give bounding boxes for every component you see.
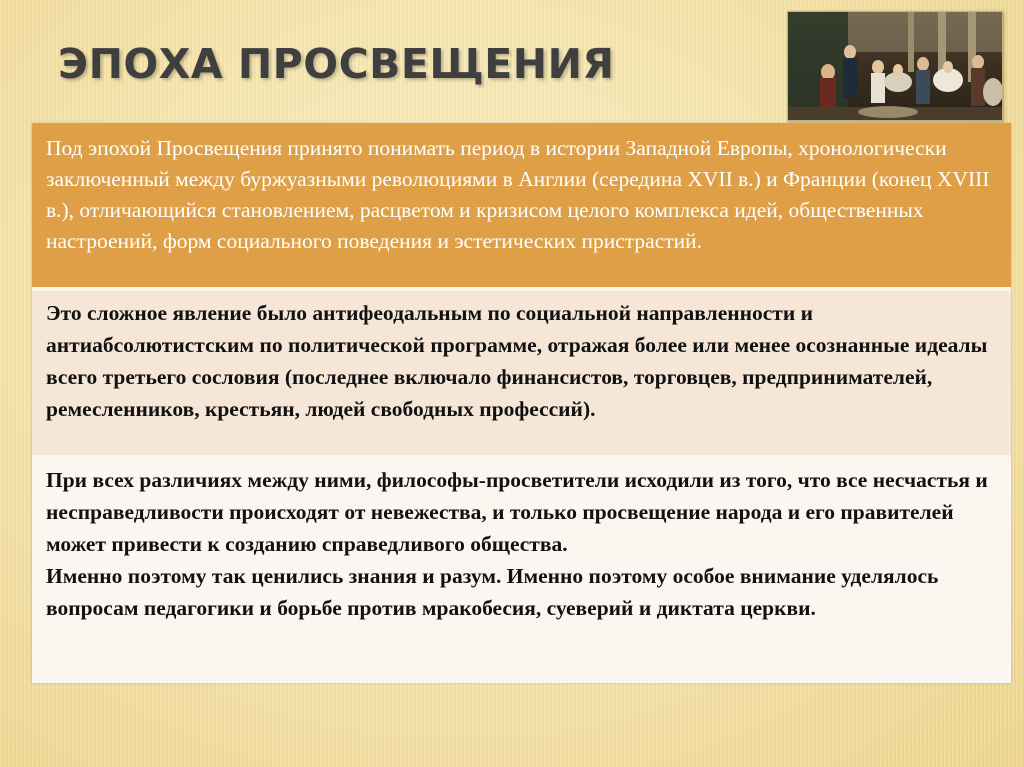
philosophers-row: [32, 459, 1011, 683]
definition-row: [32, 123, 1011, 287]
definition-text: Под эпохой Просвещения принято понимать период в истории Западной Европы, хронологически заключенный между буржуазными революциями в Англии (середина XVII в.) и Франции (конец XVIII в.), отличающийся становлением, расцветом и кризисом целого комплекса идей, общественных настроений, форм социального поведения и эстетических пристрастий.: [46, 136, 990, 253]
nature-text: Это сложное явление было антифеодальным по социальной направленности и антиабсолютистским по политической программе, отражая более или менее осознанные идеалы всего третьего сословия (последнее включало финансистов, торговцев, предпринимателей, ремесленников, крестьян, людей свободных профессий).: [46, 301, 988, 421]
nature-row: [32, 291, 1011, 455]
knowledge-text: Именно поэтому так ценились знания и разум. Именно поэтому особое внимание уделялось вопросам педагогики и борьбе против мракобесия, суеверий и диктата церкви.: [46, 564, 939, 620]
painting-image: [787, 11, 1003, 121]
philosophers-text: При всех различиях между ними, философы-просветители исходили из того, что все несчастья и несправедливости происходят от невежества, и только просвещение народа и его правителей может привести к созданию справедливого общества.: [46, 468, 988, 556]
slide-title: ЭПОХА ПРОСВЕЩЕНИЯ: [58, 40, 615, 88]
content-table: [32, 123, 1011, 683]
